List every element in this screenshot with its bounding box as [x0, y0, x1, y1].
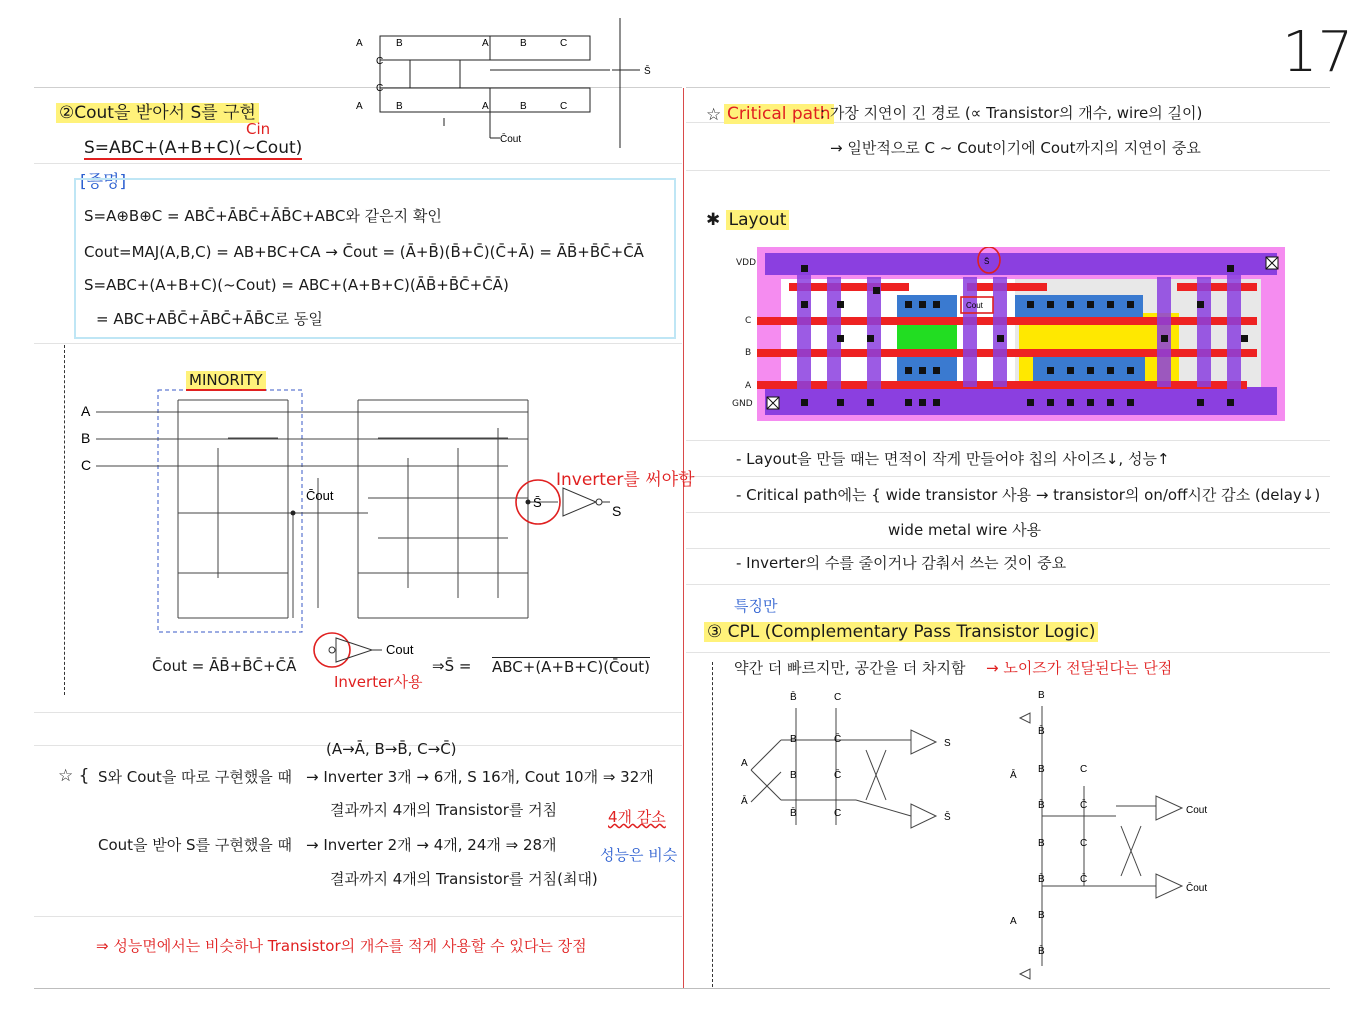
layout-vdd: VDD — [736, 258, 757, 268]
compare-row2-label: Cout을 받아 S를 구현했을 때 — [98, 836, 293, 854]
cpl-l-c-2: C — [834, 808, 842, 819]
note-reduce: 4개 감소 — [608, 808, 666, 826]
cpl-r-b-1: B — [1038, 690, 1045, 701]
right-dashed-guide — [712, 662, 713, 987]
cpl-r-b-3: B — [1038, 838, 1045, 849]
layout-title: ✱ Layout — [706, 210, 789, 230]
critical-star: ☆ — [706, 105, 722, 125]
top-label-b3: B — [396, 101, 403, 112]
cout-bar-node: C̄out — [306, 488, 334, 503]
proof-line-1: S=A⊕B⊕C = ABC̄+ĀBC̄+ĀB̄C+ABC와 같은지 확인 — [84, 207, 442, 225]
critical-title: Critical path — [724, 104, 834, 124]
conclusion: ⇒ 성능면에서는 비슷하나 Transistor의 개수를 적게 사용할 수 있다는 장점 — [96, 937, 587, 955]
cpl-right-circuit — [1006, 686, 1216, 982]
cpl-l-s: S — [944, 738, 951, 749]
proof-line-3: S=ABC+(A+B+C)(~Cout) = ABC+(A+B+C)(ĀB̄+B̄C̄+C̄Ā) — [84, 276, 509, 294]
layout-note-4: - Inverter의 수를 줄이거나 감춰서 쓰는 것이 중요 — [736, 554, 1067, 572]
compare-row1-value: → Inverter 3개 → 6개, S 16개, Cout 10개 ⇒ 32개 — [306, 768, 654, 786]
top-label-c2: C — [560, 38, 568, 49]
cpl-r-a: A — [1010, 916, 1017, 927]
s-bar-node: S̄ — [533, 495, 542, 510]
section2-title: ②Cout을 받아서 S를 구현 — [56, 103, 259, 123]
cpl-l-c-bar-1: C̄ — [834, 734, 842, 745]
input-b-label: B — [81, 430, 91, 446]
cpl-title: ③ CPL (Complementary Pass Transistor Logic) — [704, 622, 1098, 642]
layout-row-a: A — [745, 381, 752, 391]
cpl-r-c-bar-1: C̄ — [1080, 800, 1088, 811]
s-output-label: S — [612, 503, 622, 519]
compare-row2-value: → Inverter 2개 → 4개, 24개 ⇒ 28개 — [306, 836, 557, 854]
cpl-r-c-2: C — [1080, 838, 1088, 849]
cpl-l-b-bar-1: B̄ — [790, 692, 797, 703]
page-number: 17 — [1282, 20, 1354, 85]
minority-label: MINORITY — [186, 371, 266, 389]
proof-line-2: Cout=MAJ(A,B,C) = AB+BC+CA → C̄out = (Ā+B̄)(B̄+C̄)(C̄+Ā) = ĀB̄+B̄C̄+C̄Ā — [84, 243, 644, 261]
cout-inv-output: Cout — [386, 642, 414, 657]
top-schematic — [350, 8, 670, 153]
critical-desc: : 가장 지연이 긴 경로 (∝ Transistor의 개수, wire의 길이) — [820, 104, 1203, 122]
left-dashed-guide — [64, 345, 65, 695]
cpl-r-b-bar-2: B̄ — [1038, 800, 1045, 811]
cin-note: Cin — [246, 120, 271, 138]
top-label-c4: C — [560, 101, 568, 112]
layout-row-b: B — [745, 348, 752, 358]
top-label-b4: B — [520, 101, 527, 112]
layout-note-1: - Layout을 만들 때는 면적이 작게 만들어야 칩의 사이즈↓, 성능↑ — [736, 450, 1170, 468]
top-label-a1: A — [356, 38, 363, 49]
cpl-l-b-bar-2: B̄ — [790, 808, 797, 819]
cpl-l-s-bar: S̄ — [944, 812, 951, 823]
layout-diagram — [757, 247, 1287, 423]
cpl-r-b-4: B — [1038, 910, 1045, 921]
cpl-l-b-1: B — [790, 734, 797, 745]
cout-inverter — [310, 628, 420, 672]
cpl-tag: 특징만 — [734, 597, 778, 615]
top-label-a2: A — [482, 38, 489, 49]
top-label-b1: B — [396, 38, 403, 49]
cpl-desc: 약간 더 빠르지만, 공간을 더 차지함 — [734, 659, 966, 677]
cpl-l-b-2: B — [790, 770, 797, 781]
layout-cout-tag: Cout — [966, 301, 983, 310]
inverter-note-1: Inverter를 써야함 — [556, 470, 695, 490]
proof-line-4: = ABC+AB̄C̄+ĀBC̄+ĀB̄C로 동일 — [96, 310, 323, 328]
cpl-r-c-bar-2: C̄ — [1080, 874, 1088, 885]
cpl-r-b-bar-3: B̄ — [1038, 874, 1045, 885]
critical-desc2: → 일반적으로 C ~ Cout이기에 Cout까지의 지연이 중요 — [830, 139, 1201, 157]
cout-bar-formula: C̄out = ĀB̄+B̄C̄+C̄Ā — [152, 657, 297, 675]
layout-s-tag: S̄ — [984, 257, 990, 266]
top-label-a3: A — [356, 101, 363, 112]
main-circuit — [78, 368, 638, 638]
cpl-r-cout-bar: C̄out — [1186, 883, 1208, 894]
s-bar-formula-prefix: ⇒S̄ = — [432, 657, 472, 675]
layout-note-2: - Critical path에는 { wide transistor 사용 → transistor의 on/off시간 감소 (delay↓) — [736, 486, 1321, 504]
top-label-b2: B — [520, 38, 527, 49]
cpl-left-circuit — [736, 690, 966, 840]
input-c-label: C — [81, 457, 92, 473]
top-label-a4: A — [482, 101, 489, 112]
cpl-r-cout: Cout — [1186, 805, 1208, 816]
section2-formula: S=ABC+(A+B+C)(~Cout) — [84, 138, 302, 160]
cpl-r-c-1: C — [1080, 764, 1088, 775]
top-label-c1: C — [376, 56, 384, 67]
cpl-l-a-bar: Ā — [741, 796, 748, 807]
mapping-note: (A→Ā, B→B̄, C→C̄) — [326, 740, 457, 758]
compare-star: ☆ { — [58, 766, 90, 786]
cpl-r-b-bar-4: B̄ — [1038, 946, 1045, 957]
cpl-r-b-bar-1: B̄ — [1038, 726, 1045, 737]
compare-row2-sub: 결과까지 4개의 Transistor를 거침(최대) — [330, 870, 598, 888]
layout-note-3: wide metal wire 사용 — [888, 521, 1042, 539]
note-similar: 성능은 비슷 — [600, 846, 678, 864]
compare-row1-label: S와 Cout을 따로 구현했을 때 — [98, 768, 293, 786]
cpl-l-c-1: C — [834, 692, 842, 703]
cpl-r-a-bar: Ā — [1010, 770, 1017, 781]
layout-row-c: C — [745, 316, 752, 326]
margin-line — [683, 88, 684, 988]
cpl-l-c-bar-2: C̄ — [834, 770, 842, 781]
top-cout-bar-label: C̄out — [500, 134, 522, 145]
input-a-label: A — [81, 403, 91, 419]
proof-label: [증명] — [80, 172, 127, 192]
cpl-l-a: A — [741, 758, 748, 769]
cpl-drawback: → 노이즈가 전달된다는 단점 — [986, 659, 1173, 677]
top-s-bar-label: S̄ — [644, 66, 651, 77]
layout-gnd: GND — [732, 399, 753, 409]
compare-row1-sub: 결과까지 4개의 Transistor를 거침 — [330, 801, 558, 819]
s-bar-formula-body: ABC+(A+B+C)(C̄out) — [492, 658, 650, 676]
top-label-c3: C — [376, 83, 384, 94]
inverter-note-2: Inverter사용 — [334, 673, 423, 691]
cpl-r-b-2: B — [1038, 764, 1045, 775]
